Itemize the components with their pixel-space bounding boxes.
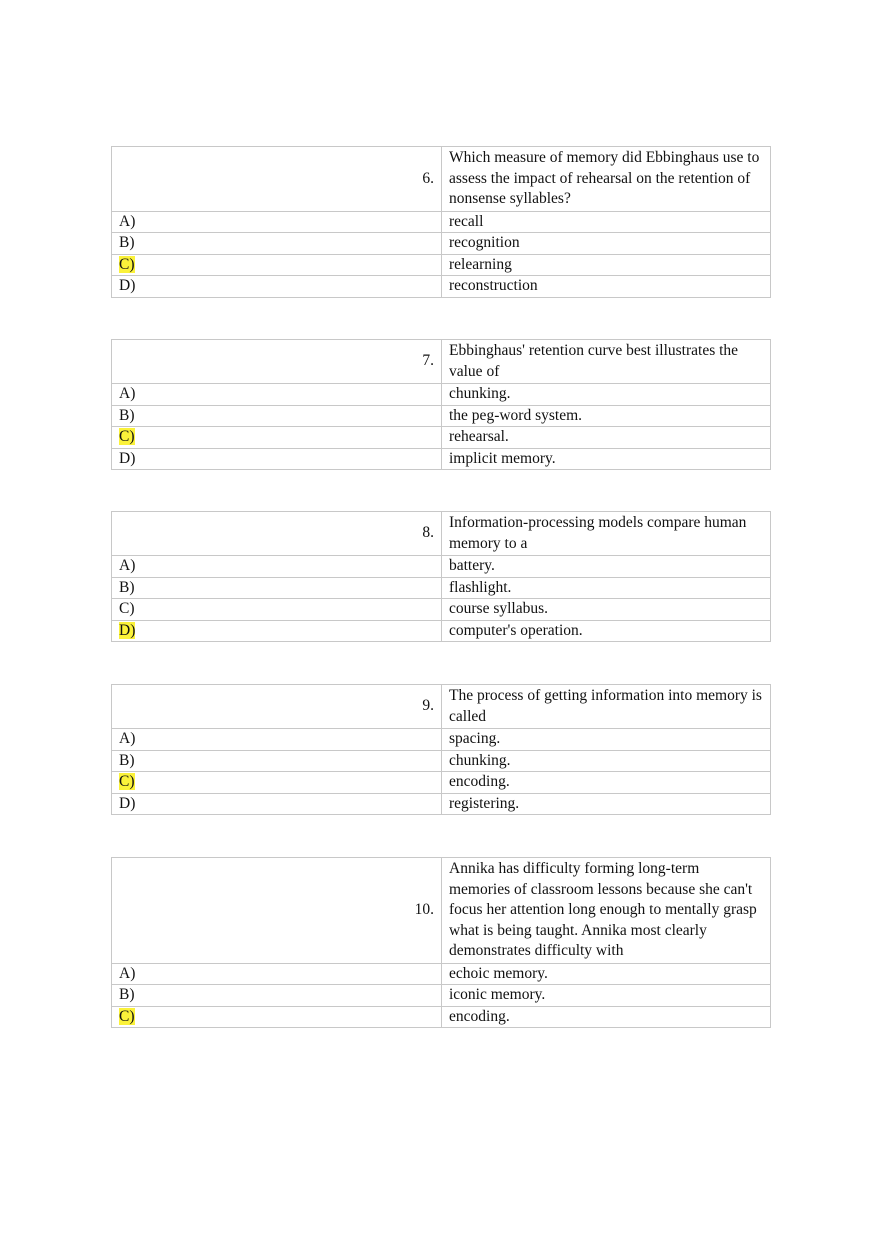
option-letter: A) bbox=[119, 730, 136, 747]
question-9-table bbox=[111, 684, 771, 815]
option-text: encoding. bbox=[442, 1006, 771, 1028]
option-text: spacing. bbox=[442, 729, 771, 751]
option-letter-highlighted: C) bbox=[119, 428, 135, 445]
option-row-a[interactable] bbox=[112, 729, 771, 751]
option-letter: A) bbox=[119, 557, 136, 574]
option-row-d[interactable] bbox=[112, 620, 771, 642]
option-text: recognition bbox=[442, 233, 771, 255]
option-letter: D) bbox=[119, 277, 136, 294]
question-text: The process of getting information into memory is called bbox=[442, 685, 771, 729]
option-text: reconstruction bbox=[442, 276, 771, 298]
option-letter: D) bbox=[119, 794, 136, 812]
option-text: implicit memory. bbox=[442, 448, 771, 470]
option-row-c[interactable] bbox=[112, 427, 771, 449]
question-7-table bbox=[111, 339, 771, 470]
option-row-a[interactable] bbox=[112, 556, 771, 578]
question-number: 7. bbox=[112, 340, 442, 384]
question-text: Ebbinghaus' retention curve best illustrates the value of bbox=[442, 340, 771, 384]
option-text: course syllabus. bbox=[442, 599, 771, 621]
question-header-row bbox=[112, 147, 771, 212]
option-row-c[interactable] bbox=[112, 1006, 771, 1028]
question-number: 9. bbox=[112, 685, 442, 729]
option-row-a[interactable] bbox=[112, 211, 771, 233]
option-letter-highlighted: C) bbox=[119, 773, 135, 790]
option-letter: B) bbox=[119, 751, 135, 769]
option-letter-highlighted: C) bbox=[119, 255, 135, 273]
option-letter: C) bbox=[119, 600, 135, 617]
option-letter: A) bbox=[119, 385, 136, 402]
option-row-d[interactable] bbox=[112, 276, 771, 298]
option-row-d[interactable] bbox=[112, 793, 771, 815]
option-letter: B) bbox=[119, 234, 135, 251]
option-text: echoic memory. bbox=[442, 963, 771, 985]
question-text: Annika has difficulty forming long-term memories of classroom lessons because she can't focus her attention long enough to mentally grasp what is being taught. Annika most clearly demonstrates difficulty with bbox=[442, 858, 771, 964]
option-row-b[interactable] bbox=[112, 233, 771, 255]
option-letter: D) bbox=[119, 449, 136, 467]
option-text: the peg-word system. bbox=[442, 405, 771, 427]
question-6-table bbox=[111, 146, 771, 298]
option-text: computer's operation. bbox=[442, 620, 771, 642]
option-text: rehearsal. bbox=[442, 427, 771, 449]
option-row-d[interactable] bbox=[112, 448, 771, 470]
question-header-row bbox=[112, 685, 771, 729]
option-text: registering. bbox=[442, 793, 771, 815]
option-text: relearning bbox=[442, 254, 771, 276]
question-number: 10. bbox=[112, 858, 442, 964]
option-text: chunking. bbox=[442, 750, 771, 772]
option-text: encoding. bbox=[442, 772, 771, 794]
option-text: chunking. bbox=[442, 384, 771, 406]
option-text: iconic memory. bbox=[442, 985, 771, 1007]
option-row-b[interactable] bbox=[112, 750, 771, 772]
option-row-c[interactable] bbox=[112, 254, 771, 276]
option-row-a[interactable] bbox=[112, 384, 771, 406]
option-row-c[interactable] bbox=[112, 599, 771, 621]
question-header-row bbox=[112, 858, 771, 964]
question-text: Which measure of memory did Ebbinghaus use to assess the impact of rehearsal on the retention of nonsense syllables? bbox=[442, 147, 771, 212]
option-row-c[interactable] bbox=[112, 772, 771, 794]
option-text: battery. bbox=[442, 556, 771, 578]
option-letter: A) bbox=[119, 964, 136, 982]
question-10-table bbox=[111, 857, 771, 1028]
question-number: 8. bbox=[112, 512, 442, 556]
option-letter-highlighted: D) bbox=[119, 621, 136, 639]
option-letter: B) bbox=[119, 986, 135, 1003]
option-text: flashlight. bbox=[442, 577, 771, 599]
question-text: Information-processing models compare human memory to a bbox=[442, 512, 771, 556]
option-row-b[interactable] bbox=[112, 985, 771, 1007]
option-row-b[interactable] bbox=[112, 405, 771, 427]
option-letter: B) bbox=[119, 578, 135, 596]
option-letter: A) bbox=[119, 212, 136, 230]
option-row-a[interactable] bbox=[112, 963, 771, 985]
option-text: recall bbox=[442, 211, 771, 233]
option-letter: B) bbox=[119, 406, 135, 424]
question-number: 6. bbox=[112, 147, 442, 212]
option-row-b[interactable] bbox=[112, 577, 771, 599]
option-letter-highlighted: C) bbox=[119, 1007, 135, 1025]
question-8-table bbox=[111, 511, 771, 642]
question-header-row bbox=[112, 512, 771, 556]
question-header-row bbox=[112, 340, 771, 384]
